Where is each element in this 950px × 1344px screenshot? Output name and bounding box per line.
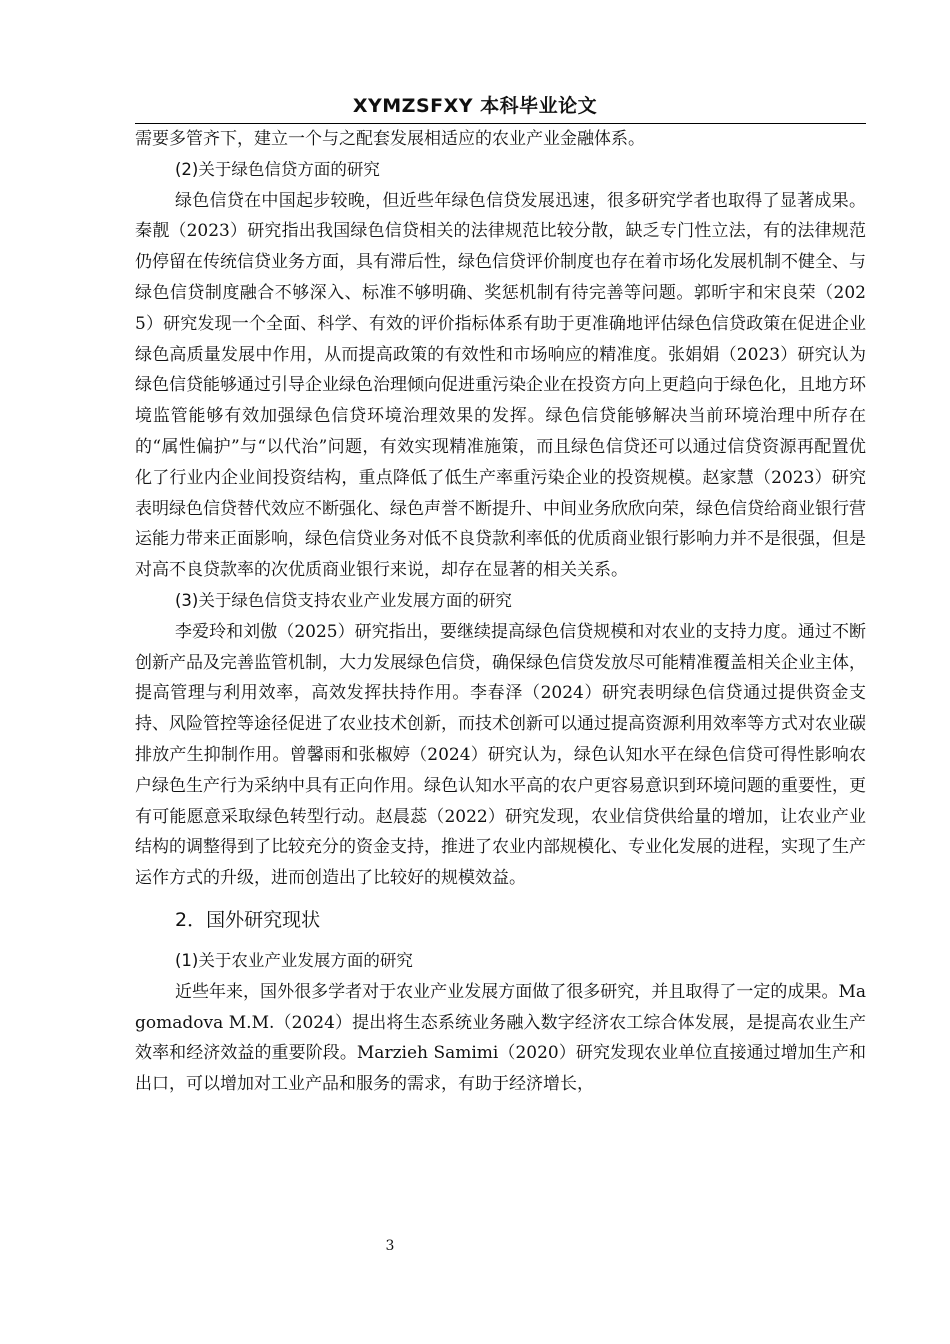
page-number: 3 <box>385 1238 395 1254</box>
page-body <box>135 124 866 1100</box>
section-heading-foreign-research: 2．国外研究现状 <box>175 908 321 931</box>
paragraph-continuation: 需要多管齐下，建立一个与之配套发展相适应的农业产业金融体系。 <box>135 129 645 149</box>
subheading-green-credit-agriculture: (3)关于绿色信贷支持农业产业发展方面的研究 <box>175 590 512 610</box>
paragraph-foreign-agriculture: 近些年来，国外很多学者对于农业产业发展方面做了很多研究，并且取得了一定的成果。Magomadova M.M.（2024）提出将生态系统业务融入数字经济农工综合体发展，是提高农业生产效率和经济效益的重要阶段。Marzieh Samimi（2020）研究发现农业单位直接通过增加生产和出口，可以增加对工业产品和服务的需求，有助于经济增长， <box>135 981 866 1095</box>
paragraph-green-credit: 绿色信贷在中国起步较晚，但近些年绿色信贷发展迅速，很多研究学者也取得了显著成果。秦靓（2023）研究指出我国绿色信贷相关的法律规范比较分散，缺乏专门性立法，有的法律规范仍停留在传统信贷业务方面，具有滞后性，绿色信贷评价制度也存在着市场化发展机制不健全、与绿色信贷制度融合不够深入、标准不够明确、奖惩机制有待完善等问题。郭昕宇和宋良荣（2025）研究发现一个全面、科学、有效的评价指标体系有助于更准确地评估绿色信贷政策在促进企业绿色高质量发展中作用，从而提高政策的有效性和市场响应的精准度。张娟娟（2023）研究认为绿色信贷能够通过引导企业绿色治理倾向促进重污染企业在投资方向上更趋向于绿色化，且地方环境监管能够有效加强绿色信贷环境治理效果的发挥。绿色信贷能够解决当前环境治理中所存在的“属性偏护”与“以代治”问题，有效实现精准施策，而且绿色信贷还可以通过信贷资源再配置优化了行业内企业间投资结构，重点降低了低生产率重污染企业的投资规模。赵家慧（2023）研究表明绿色信贷替代效应不断强化、绿色声誉不断提升、中间业务欣欣向荣，绿色信贷给商业银行营运能力带来正面影响，绿色信贷业务对低不良贷款利率低的优质商业银行影响力并不是很强，但是对高不良贷款率的次优质商业银行来说，却存在显著的相关关系。 <box>135 190 866 581</box>
page-header-title: XYMZSFXY 本科毕业论文 <box>352 95 598 117</box>
subheading-agriculture-industry: (1)关于农业产业发展方面的研究 <box>175 950 413 970</box>
paragraph-green-credit-agriculture: 李爱玲和刘傲（2025）研究指出，要继续提高绿色信贷规模和对农业的支持力度。通过不断创新产品及完善监管机制，大力发展绿色信贷，确保绿色信贷发放尽可能精准覆盖相关企业主体，提高管理与利用效率，高效发挥扶持作用。李春泽（2024）研究表明绿色信贷通过提供资金支持、风险管控等途径促进了农业技术创新，而技术创新可以通过提高资源利用效率等方式对农业碳排放产生抑制作用。曾馨雨和张椒婷（2024）研究认为，绿色认知水平在绿色信贷可得性影响农户绿色生产行为采纳中具有正向作用。绿色认知水平高的农户更容易意识到环境问题的重要性，更有可能愿意采取绿色转型行动。赵晨蕊（2022）研究发现，农业信贷供给量的增加，让农业产业结构的调整得到了比较充分的资金支持，推进了农业内部规模化、专业化发展的进程，实现了生产运作方式的升级，进而创造出了比较好的规模效益。 <box>135 621 866 889</box>
subheading-green-credit: (2)关于绿色信贷方面的研究 <box>175 159 380 179</box>
